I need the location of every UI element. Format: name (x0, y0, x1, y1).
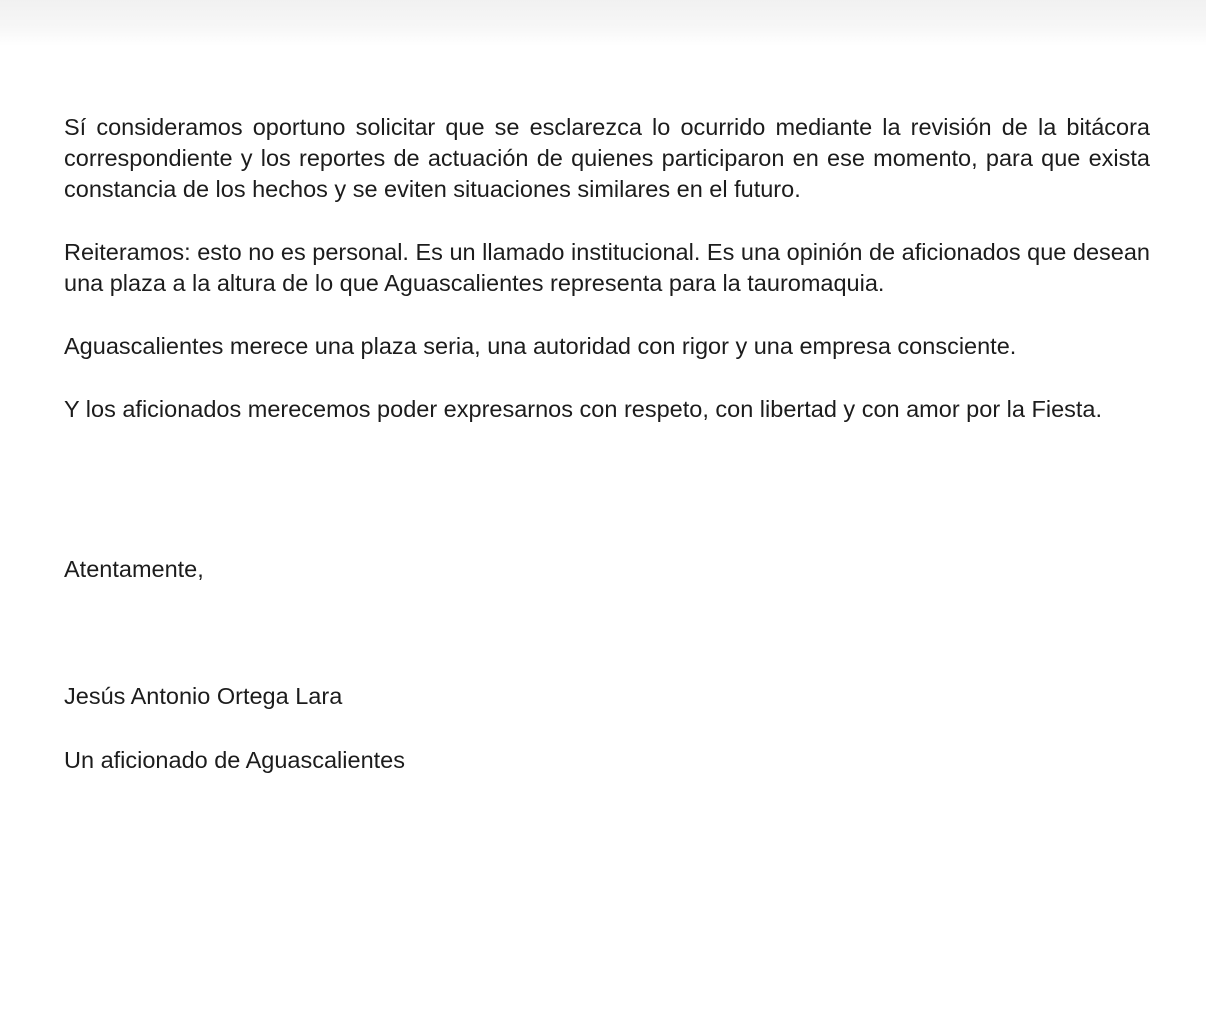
letter-body (64, 112, 1150, 773)
paragraph-aguascalientes-merits: Aguascalientes merece una plaza seria, una autoridad con rigor y una empresa consciente. (64, 333, 1017, 359)
paragraph-institutional-call: Reiteramos: esto no es personal. Es un llamado institucional. Es una opinión de aficionados que desean una plaza a la altura de lo que Aguascalientes representa para la tauromaquia. (64, 239, 1150, 296)
closing-salutation: Atentamente, (64, 556, 204, 582)
signer-role: Un aficionado de Aguascalientes (64, 747, 405, 773)
page-top-edge (0, 0, 1206, 46)
paragraph-fans-expression: Y los aficionados merecemos poder expresarnos con respeto, con libertad y con amor por la Fiesta. (64, 396, 1103, 422)
paragraph-clarification-request: Sí consideramos oportuno solicitar que se esclarezca lo ocurrido mediante la revisión de la bitácora correspondiente y los reportes de actuación de quienes participaron en ese momento, para que exista constancia de los hechos y se eviten situaciones similares en el futuro. (64, 114, 1150, 202)
signer-name: Jesús Antonio Ortega Lara (64, 683, 343, 709)
